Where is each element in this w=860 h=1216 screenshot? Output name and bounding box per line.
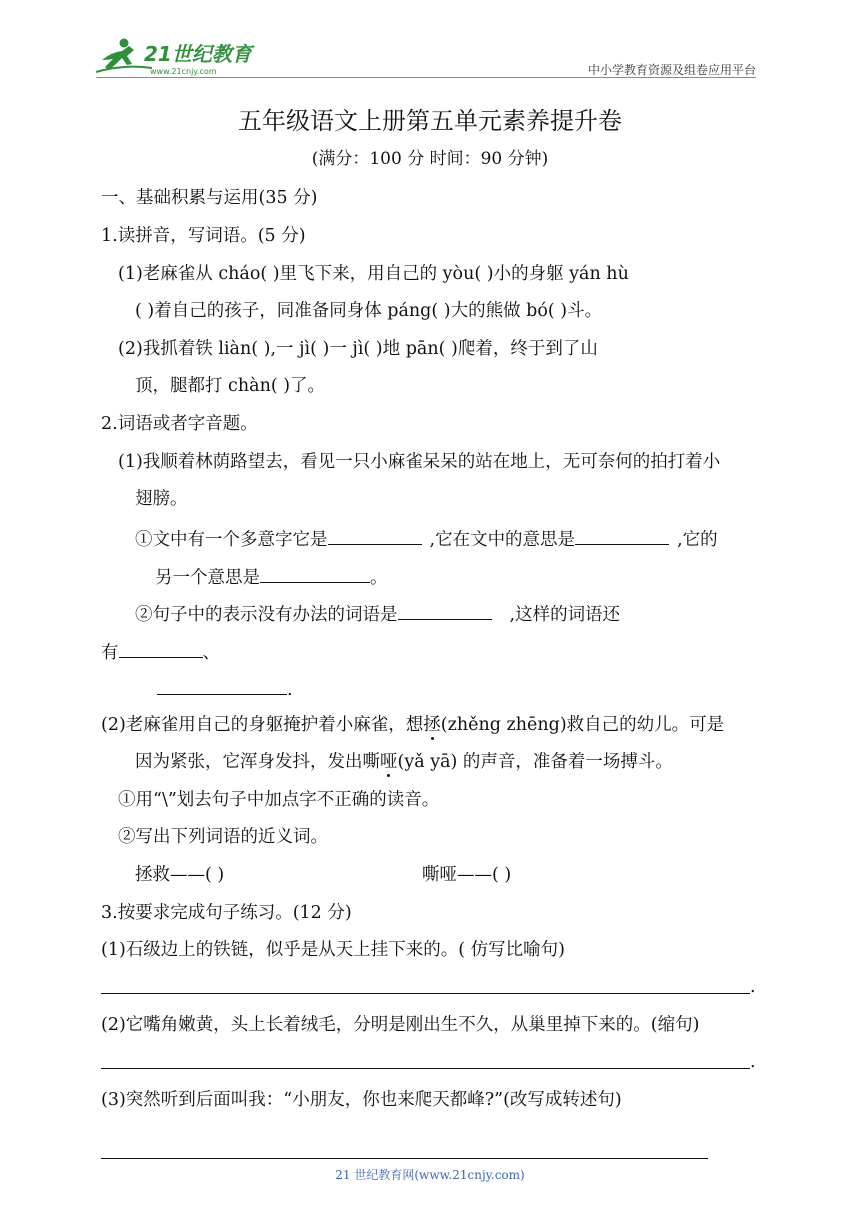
- question-2-passage2-line2: [135, 751, 673, 773]
- answer-line-end: .: [750, 977, 756, 997]
- question-2-sub-c: [135, 601, 620, 626]
- sub-c-prefix: ②句子中的表示没有办法的词语是: [135, 605, 398, 625]
- sub-e-suffix: .: [287, 680, 293, 700]
- question-2-passage1-line2: 翅膀。: [135, 489, 188, 509]
- answer-line-end: .: [750, 1052, 756, 1072]
- question-2-sub-d: [101, 639, 220, 664]
- sub-b-suffix: 。: [370, 568, 388, 588]
- sub-a-prefix: ①文中有一个多意字它是: [135, 530, 328, 550]
- logo-url: www.21cnjy.com: [150, 67, 217, 76]
- sub-d-prefix: 有: [101, 643, 119, 663]
- synonym-item-2: 嘶哑——( ): [422, 865, 512, 885]
- passage2-text: (zhěng zhēng)救自己的幼儿。可是: [440, 715, 725, 735]
- answer-blank[interactable]: [157, 676, 287, 695]
- question-2-sub-a-cont: [155, 564, 388, 589]
- header-platform-text: 中小学教育资源及组卷应用平台: [587, 63, 756, 77]
- sub-d-separator: 、: [202, 643, 220, 663]
- header-divider: [96, 77, 756, 78]
- question-2-sub-1: ①用“\”划去句子中加点字不正确的读音。: [118, 790, 440, 810]
- dotted-character: 哑: [380, 752, 398, 772]
- synonym-item-1: 拯救——( ): [135, 865, 225, 885]
- page-title: 五年级语文上册第五单元素养提升卷: [238, 107, 622, 135]
- passage2-text: (yǎ yā) 的声音，准备着一场搏斗。: [397, 752, 673, 772]
- page-subtitle: (满分：100 分 时间：90 分钟): [311, 149, 549, 169]
- question-2-sub-2: ②写出下列词语的近义词。: [118, 827, 328, 847]
- question-2-heading: 2.词语或者字音题。: [101, 414, 258, 434]
- passage2-text: 因为紧张，它浑身发抖，发出嘶: [135, 752, 380, 772]
- answer-line[interactable]: [101, 993, 750, 994]
- answer-blank[interactable]: [328, 526, 422, 545]
- answer-blank[interactable]: [260, 564, 370, 583]
- answer-blank[interactable]: [398, 601, 492, 620]
- question-3-heading: 3.按要求完成句子练习。(12 分): [101, 903, 352, 923]
- answer-blank[interactable]: [575, 526, 669, 545]
- question-3-item-2: (2)它嘴角嫩黄，头上长着绒毛，分明是刚出生不久，从巢里掉下来的。(缩句): [101, 1015, 700, 1035]
- question-2-passage1-line1: (1)我顺着林荫路望去，看见一只小麻雀呆呆的站在地上，无可奈何的拍打着小: [118, 452, 721, 472]
- page-footer: 21 世纪教育网(www.21cnjy.com): [335, 1168, 525, 1182]
- sub-c-suffix: ,这样的词语还: [509, 605, 621, 625]
- dotted-character: 拯: [423, 715, 441, 735]
- answer-line[interactable]: [101, 1068, 750, 1069]
- sub-a-suffix: ,它的: [677, 530, 718, 550]
- answer-blank[interactable]: [119, 639, 203, 658]
- answer-line[interactable]: [101, 1158, 708, 1159]
- sub-a-middle: ,它在文中的意思是: [429, 530, 576, 550]
- question-2-sub-e: [157, 676, 293, 701]
- section-heading: 一、基础积累与运用(35 分): [101, 188, 318, 208]
- question-3-item-3: (3)突然听到后面叫我：“小朋友，你也来爬天都峰?”(改写成转述句): [101, 1090, 622, 1110]
- question-2-sub-a: [135, 526, 718, 551]
- sub-b-prefix: 另一个意思是: [155, 568, 260, 588]
- question-1-heading: 1.读拼音，写词语。(5 分): [101, 226, 306, 246]
- passage2-text: (2)老麻雀用自己的身躯掩护着小麻雀，想: [101, 715, 424, 735]
- site-logo: [94, 34, 264, 78]
- question-1-part2-line2: 顶，腿都打 chàn( )了。: [135, 376, 326, 396]
- question-1-part1-line2: ( )着自己的孩子，同准备同身体 páng( )大的熊做 bó( )斗。: [135, 301, 603, 321]
- question-1-part1-line1: (1)老麻雀从 cháo( )里飞下来，用自己的 yòu( )小的身躯 yán hù: [118, 264, 629, 284]
- question-3-item-1: (1)石级边上的铁链，似乎是从天上挂下来的。( 仿写比喻句): [101, 940, 566, 960]
- logo-text: 21世纪教育: [144, 42, 252, 66]
- question-2-passage2-line1: [101, 714, 724, 736]
- question-1-part2-line1: (2)我抓着铁 liàn( ),一 jì( )一 jì( )地 pān( )爬着，终于到了山: [118, 339, 598, 359]
